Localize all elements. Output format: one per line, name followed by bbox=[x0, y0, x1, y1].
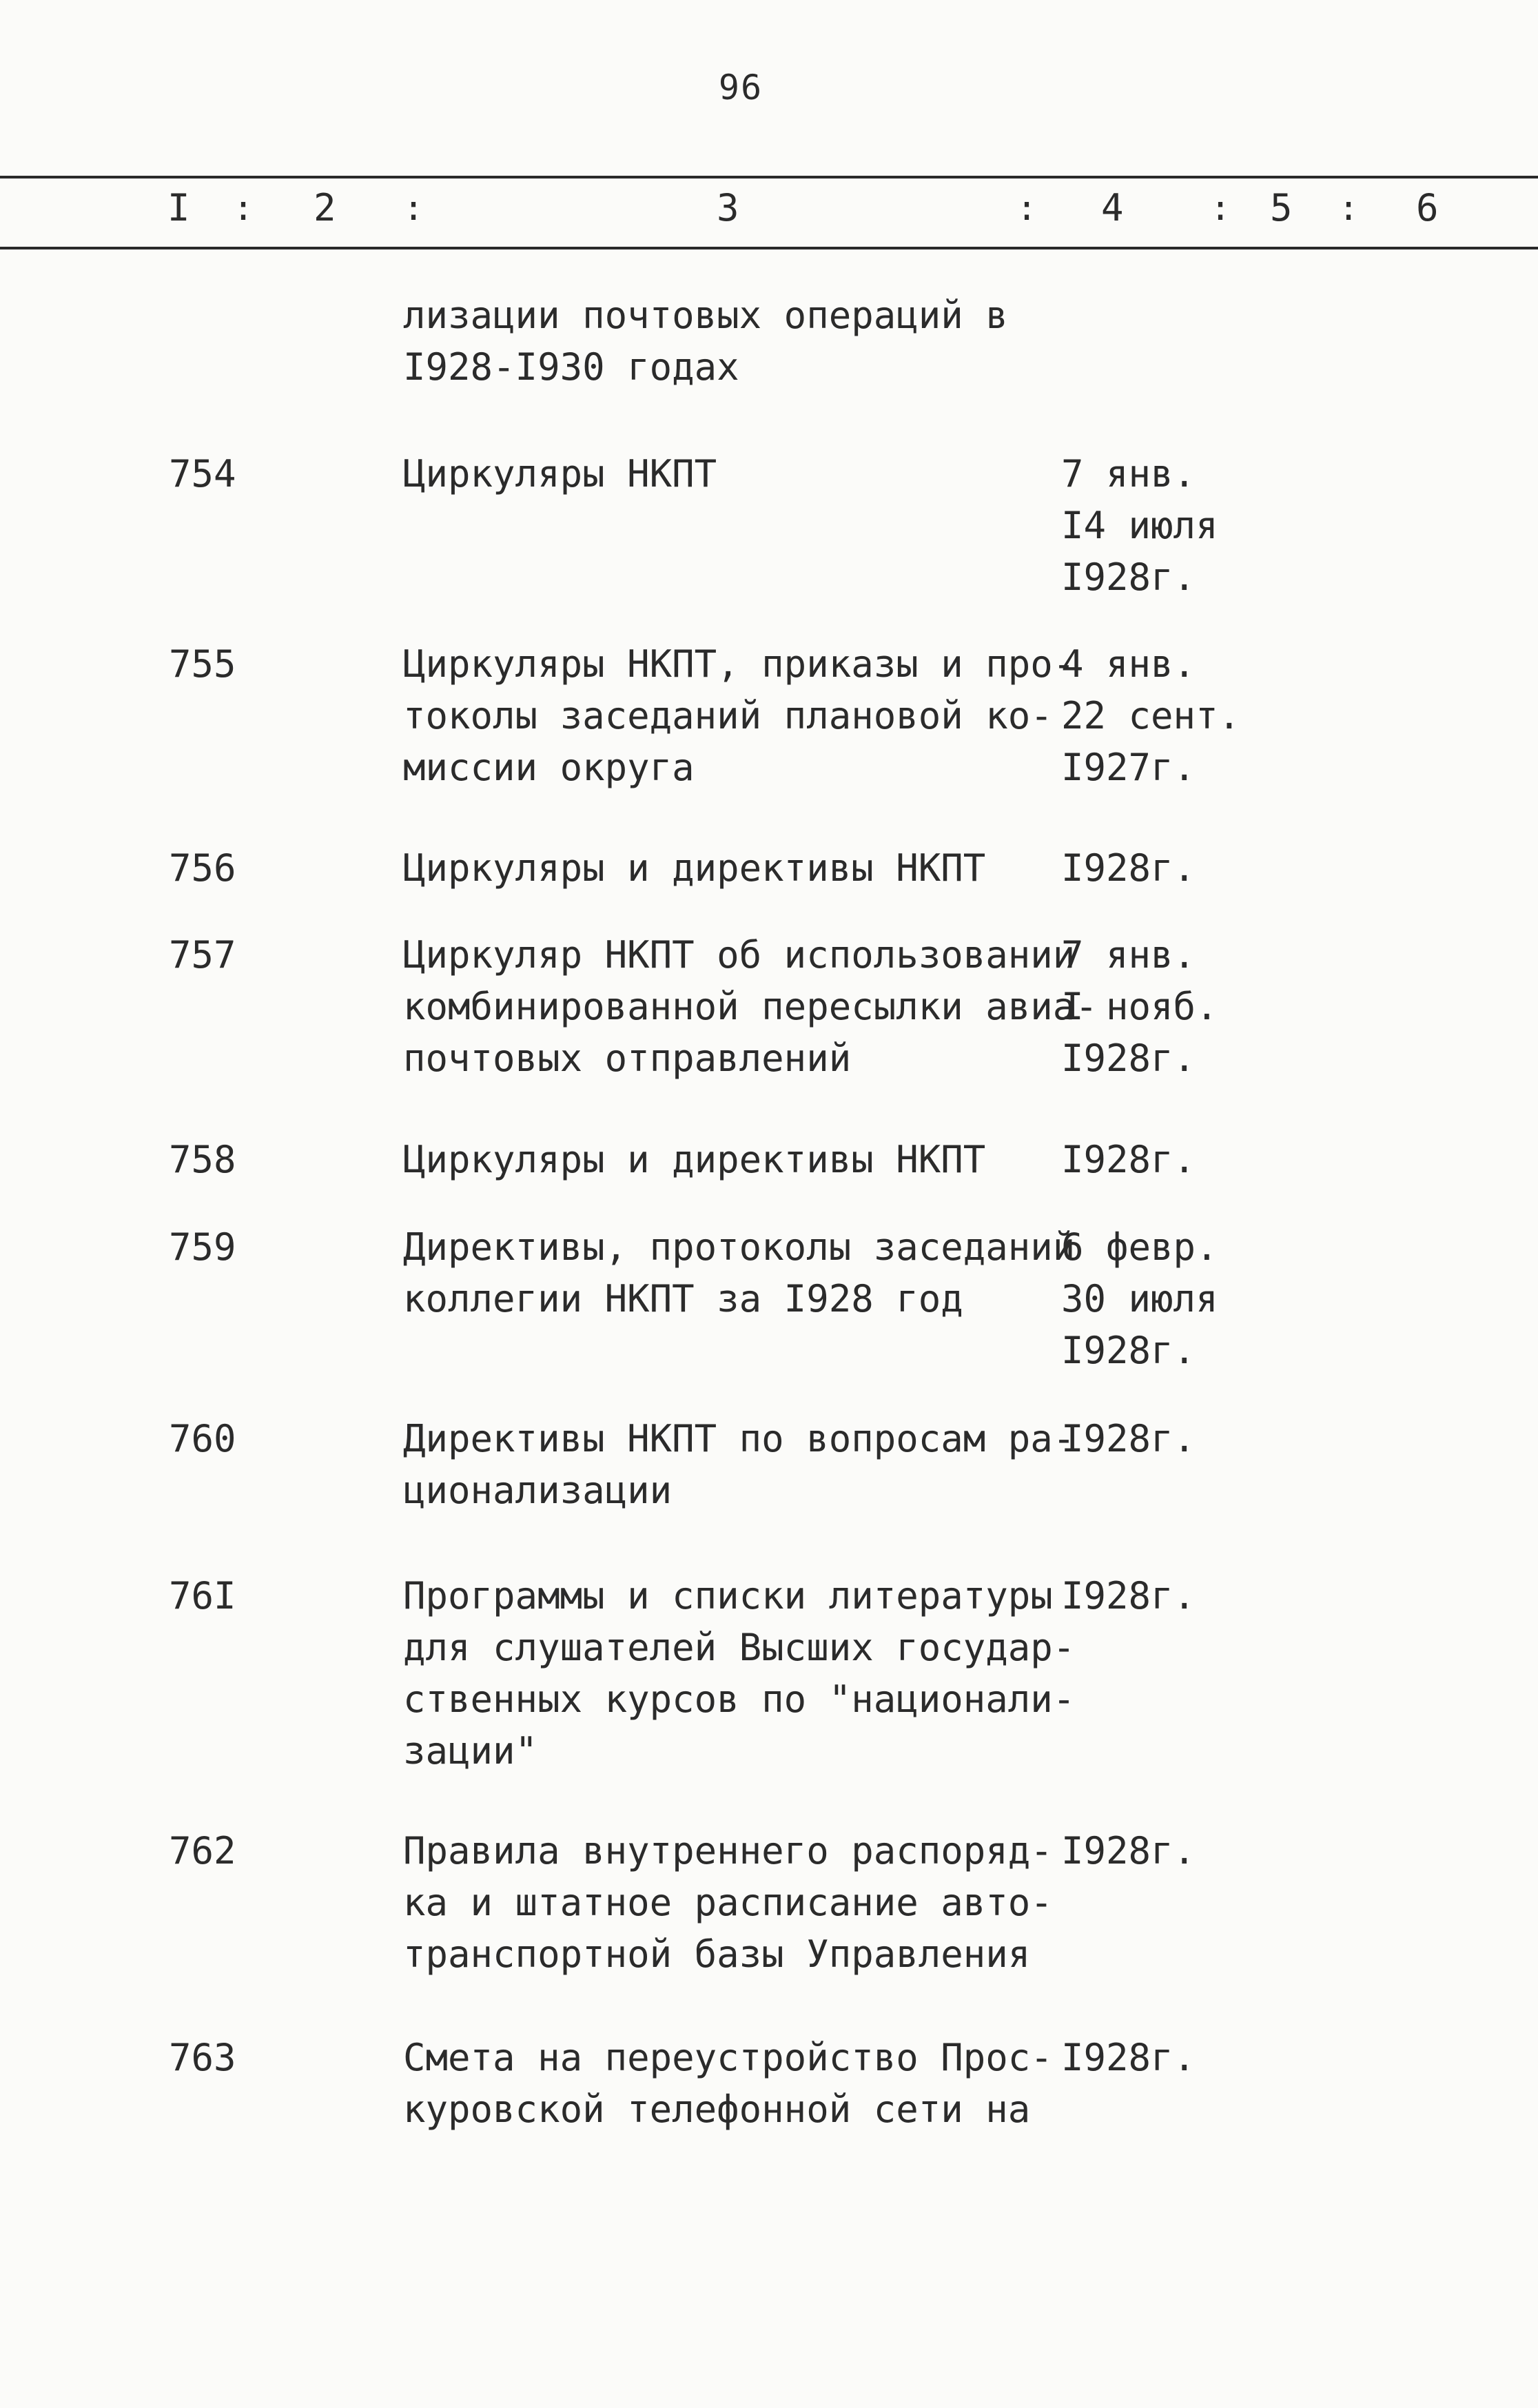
date-line: 6 февр. bbox=[1061, 1225, 1218, 1269]
entry-dates bbox=[1061, 448, 1218, 603]
description-line: коллегии НКПТ за I928 год bbox=[403, 1277, 963, 1320]
entry-dates bbox=[1061, 638, 1240, 793]
description-line: миссии округа bbox=[403, 746, 695, 789]
entry-description bbox=[403, 448, 1058, 500]
description-line: ственных курсов по "национали- bbox=[403, 1677, 1076, 1721]
entry-dates bbox=[1061, 842, 1196, 894]
description-line: I928-I930 годах bbox=[403, 345, 739, 389]
description-line: почтовых отправлений bbox=[403, 1037, 852, 1080]
date-line: I928г. bbox=[1061, 2036, 1196, 2079]
date-line: I928г. bbox=[1061, 1329, 1196, 1372]
entry-dates bbox=[1061, 2032, 1196, 2083]
description-line: комбинированной пересылки авиа- bbox=[403, 985, 1098, 1028]
header-bottom-rule bbox=[0, 247, 1538, 249]
description-line: Директивы НКПТ по вопросам ра- bbox=[403, 1417, 1076, 1460]
entry-dates bbox=[1061, 1221, 1218, 1376]
header-top-rule bbox=[0, 176, 1538, 178]
entry-number: 757 bbox=[169, 933, 236, 977]
column-separator: : bbox=[233, 188, 254, 228]
column-separator: : bbox=[1016, 188, 1038, 228]
date-line: I928г. bbox=[1061, 1829, 1196, 1873]
date-line: I927г. bbox=[1061, 746, 1196, 789]
entry-dates bbox=[1061, 929, 1218, 1084]
date-line: I928г. bbox=[1061, 1037, 1196, 1080]
page-number: 96 bbox=[718, 68, 763, 108]
description-line: Циркуляры и директивы НКПТ bbox=[403, 1138, 986, 1181]
description-line: Директивы, протоколы заседаний bbox=[403, 1225, 1076, 1269]
column-separator: : bbox=[403, 188, 424, 228]
entry-dates bbox=[1061, 1570, 1196, 1622]
entry-description bbox=[403, 1221, 1076, 1325]
column-header-5: 5 bbox=[1270, 186, 1293, 229]
entry-dates bbox=[1061, 1413, 1196, 1465]
date-line: I928г. bbox=[1061, 846, 1196, 890]
column-header-4: 4 bbox=[1101, 186, 1124, 229]
entry-description bbox=[403, 1413, 1076, 1516]
entry-dates bbox=[1061, 1825, 1196, 1877]
entry-number: 76I bbox=[169, 1574, 236, 1618]
entry-description bbox=[403, 1825, 1058, 1980]
date-line: I928г. bbox=[1061, 1417, 1196, 1460]
column-header-6: 6 bbox=[1416, 186, 1439, 229]
date-line: I928г. bbox=[1061, 1574, 1196, 1618]
entry-number: 756 bbox=[169, 846, 236, 890]
description-line: токолы заседаний плановой ко- bbox=[403, 694, 1053, 737]
entry-number: 760 bbox=[169, 1417, 236, 1460]
entry-number: 754 bbox=[169, 452, 236, 496]
entry-description bbox=[403, 1570, 1076, 1777]
column-separator: : bbox=[1210, 188, 1231, 228]
column-header-2: 2 bbox=[314, 186, 336, 229]
description-line: ка и штатное расписание авто- bbox=[403, 1881, 1053, 1924]
description-line: куровской телефонной сети на bbox=[403, 2088, 1031, 2131]
description-line: Циркуляры НКПТ, приказы и про- bbox=[403, 642, 1076, 686]
date-line: 30 июля bbox=[1061, 1277, 1218, 1320]
description-line: Программы и списки литературы bbox=[403, 1574, 1053, 1618]
entry-description bbox=[403, 929, 1098, 1084]
description-line: Циркуляры НКПТ bbox=[403, 452, 717, 496]
entry-number: 763 bbox=[169, 2036, 236, 2079]
entry-dates bbox=[1061, 1134, 1196, 1185]
description-line: Смета на переустройство Прос- bbox=[403, 2036, 1053, 2079]
date-line: 7 янв. bbox=[1061, 933, 1196, 977]
column-header-3: 3 bbox=[717, 186, 739, 229]
description-line: Циркуляры и директивы НКПТ bbox=[403, 846, 986, 890]
description-line: лизации почтовых операций в bbox=[403, 294, 1008, 337]
entry-description bbox=[403, 2032, 1058, 2135]
entry-description bbox=[403, 1134, 1058, 1185]
entry-number: 755 bbox=[169, 642, 236, 686]
description-line: Циркуляр НКПТ об использовании bbox=[403, 933, 1076, 977]
entry-number: 759 bbox=[169, 1225, 236, 1269]
entry-description bbox=[403, 638, 1076, 793]
column-separator: : bbox=[1338, 188, 1360, 228]
date-line: I928г. bbox=[1061, 555, 1196, 599]
description-line: Правила внутреннего распоряд- bbox=[403, 1829, 1053, 1873]
entry-number: 758 bbox=[169, 1138, 236, 1181]
date-line: 4 янв. bbox=[1061, 642, 1196, 686]
entry-description bbox=[403, 842, 1058, 894]
description-line: транспортной базы Управления bbox=[403, 1932, 1031, 1976]
entry-number: 762 bbox=[169, 1829, 236, 1873]
column-header-1: I bbox=[167, 186, 190, 229]
date-line: I928г. bbox=[1061, 1138, 1196, 1181]
date-line: I4 июля bbox=[1061, 504, 1218, 547]
date-line: I нояб. bbox=[1061, 985, 1218, 1028]
description-line: зации" bbox=[403, 1729, 538, 1773]
date-line: 7 янв. bbox=[1061, 452, 1196, 496]
description-line: для слушателей Высших государ- bbox=[403, 1626, 1076, 1669]
date-line: 22 сент. bbox=[1061, 694, 1241, 737]
description-line: ционализации bbox=[403, 1469, 673, 1512]
entry-description bbox=[403, 289, 1058, 393]
